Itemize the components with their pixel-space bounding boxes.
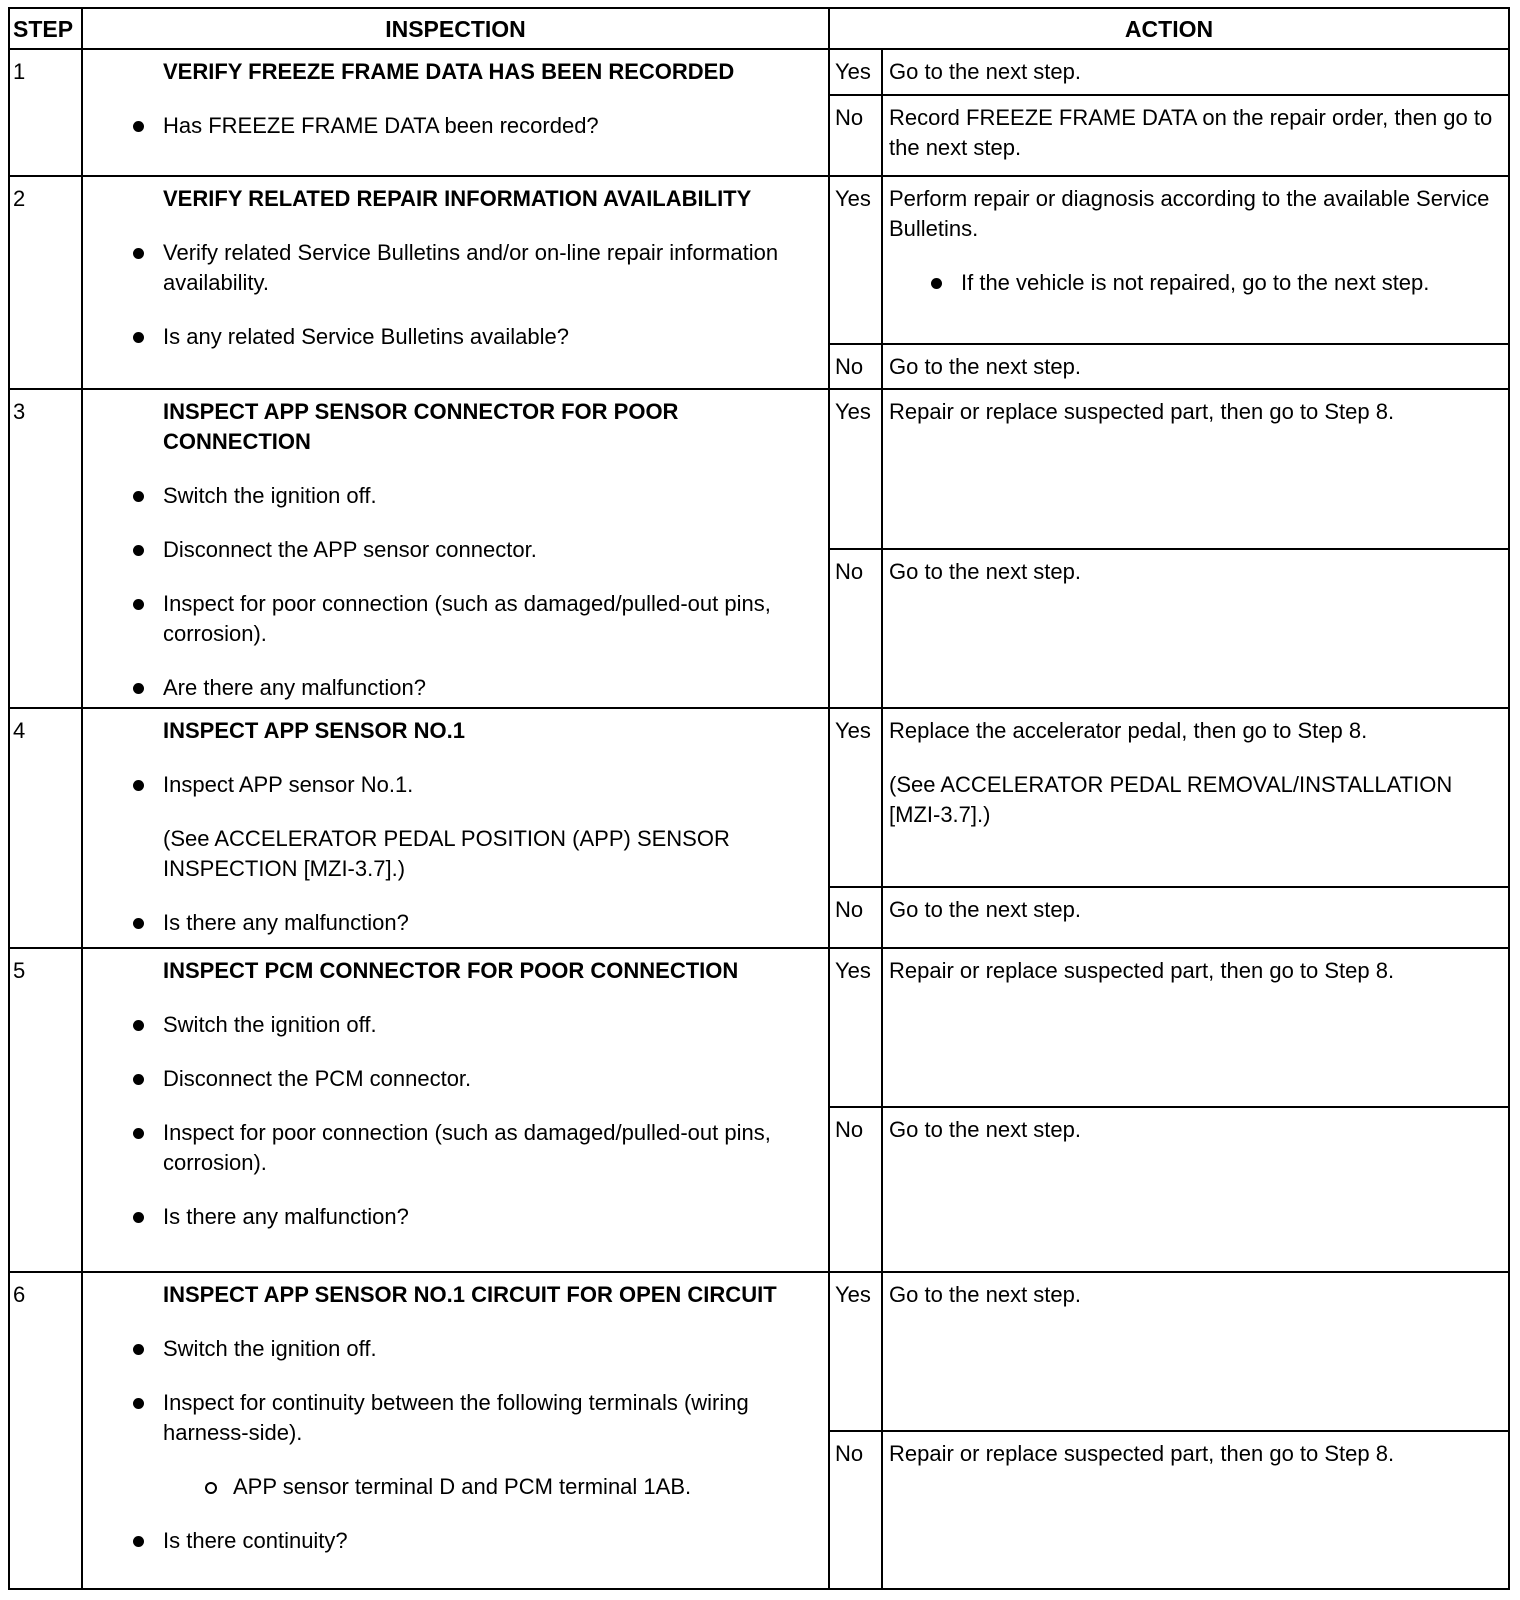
inspection-item: Switch the ignition off. — [93, 481, 818, 511]
yes-action-note: (See ACCELERATOR PEDAL REMOVAL/INSTALLATION [MZI-3.7].) — [889, 772, 1453, 828]
no-action: Go to the next step. — [882, 887, 1509, 948]
yes-action-cell — [882, 176, 1509, 344]
no-action: Record FREEZE FRAME DATA on the repair order, then go to the next step. — [882, 95, 1509, 176]
yes-action-bullet: If the vehicle is not repaired, go to the next step. — [889, 268, 1498, 298]
inspection-note: (See ACCELERATOR PEDAL POSITION (APP) SENSOR INSPECTION [MZI-3.7].) — [163, 826, 730, 882]
no-action: Go to the next step. — [882, 549, 1509, 709]
yes-action: Replace the accelerator pedal, then go to Step 8. — [889, 718, 1368, 744]
inspection-cell — [82, 176, 829, 389]
inspection-cell — [82, 948, 829, 1272]
yes-action: Go to the next step. — [882, 49, 1509, 95]
inspection-item: Verify related Service Bulletins and/or on-line repair information availability. — [93, 238, 818, 298]
step-number: 1 — [9, 49, 82, 176]
inspection-item: Disconnect the PCM connector. — [93, 1064, 818, 1094]
inspection-cell — [82, 708, 829, 947]
inspection-cell — [82, 49, 829, 176]
inspection-item: Inspect for poor connection (such as damaged/pulled-out pins, corrosion). — [93, 589, 818, 649]
inspection-item: Is there continuity? — [93, 1526, 818, 1556]
yes-label: Yes — [829, 176, 882, 344]
inspection-item: Disconnect the APP sensor connector. — [93, 535, 818, 565]
table-row — [9, 1272, 1509, 1432]
step-column-header: STEP — [9, 8, 82, 49]
yes-action: Perform repair or diagnosis according to the available Service Bulletins. — [889, 186, 1490, 242]
no-action: Repair or replace suspected part, then go to Step 8. — [882, 1431, 1509, 1589]
yes-label: Yes — [829, 1272, 882, 1432]
yes-label: Yes — [829, 708, 882, 887]
table-row — [9, 49, 1509, 95]
step-number: 6 — [9, 1272, 82, 1589]
inspection-item: Switch the ignition off. — [93, 1010, 818, 1040]
no-label: No — [829, 887, 882, 948]
no-label: No — [829, 1431, 882, 1589]
step-title: INSPECT APP SENSOR NO.1 — [163, 718, 465, 744]
action-column-header: ACTION — [829, 8, 1509, 49]
inspection-sub-item: APP sensor terminal D and PCM terminal 1AB. — [93, 1472, 818, 1502]
yes-action: Repair or replace suspected part, then go to Step 8. — [882, 389, 1509, 549]
no-label: No — [829, 549, 882, 709]
step-number: 2 — [9, 176, 82, 389]
table-row — [9, 708, 1509, 887]
yes-label: Yes — [829, 49, 882, 95]
table-row — [9, 389, 1509, 549]
inspection-item: Inspect for poor connection (such as damaged/pulled-out pins, corrosion). — [93, 1118, 818, 1178]
step-number: 4 — [9, 708, 82, 947]
step-number: 3 — [9, 389, 82, 708]
inspection-item: Is there any malfunction? — [93, 908, 818, 938]
step-number: 5 — [9, 948, 82, 1272]
inspection-item: Inspect for continuity between the following terminals (wiring harness-side). — [93, 1388, 818, 1448]
inspection-item: Has FREEZE FRAME DATA been recorded? — [93, 111, 818, 141]
table-row — [9, 948, 1509, 1108]
no-action: Go to the next step. — [882, 1107, 1509, 1272]
inspection-item: Switch the ignition off. — [93, 1334, 818, 1364]
step-title: VERIFY FREEZE FRAME DATA HAS BEEN RECORDED — [163, 59, 735, 84]
step-title: INSPECT PCM CONNECTOR FOR POOR CONNECTION — [163, 957, 739, 983]
no-action: Go to the next step. — [882, 344, 1509, 389]
inspection-item: Inspect APP sensor No.1. — [93, 770, 818, 800]
step-title: INSPECT APP SENSOR NO.1 CIRCUIT FOR OPEN CIRCUIT — [163, 1281, 777, 1307]
inspection-cell — [82, 1272, 829, 1589]
table-header-row — [9, 8, 1509, 49]
no-label: No — [829, 1107, 882, 1272]
yes-action: Go to the next step. — [882, 1272, 1509, 1432]
inspection-item: Is there any malfunction? — [93, 1202, 818, 1232]
step-title: VERIFY RELATED REPAIR INFORMATION AVAILABILITY — [163, 186, 752, 212]
inspection-item: Is any related Service Bulletins available? — [93, 322, 818, 352]
yes-label: Yes — [829, 948, 882, 1108]
diagnostic-procedure-table — [8, 7, 1510, 1590]
no-label: No — [829, 95, 882, 176]
inspection-cell — [82, 389, 829, 708]
yes-action-cell — [882, 708, 1509, 887]
no-label: No — [829, 344, 882, 389]
inspection-item: Are there any malfunction? — [93, 673, 818, 703]
inspection-column-header: INSPECTION — [82, 8, 829, 49]
step-title: INSPECT APP SENSOR CONNECTOR FOR POOR CONNECTION — [163, 399, 679, 455]
table-row — [9, 176, 1509, 344]
yes-action: Repair or replace suspected part, then go to Step 8. — [882, 948, 1509, 1108]
yes-label: Yes — [829, 389, 882, 549]
